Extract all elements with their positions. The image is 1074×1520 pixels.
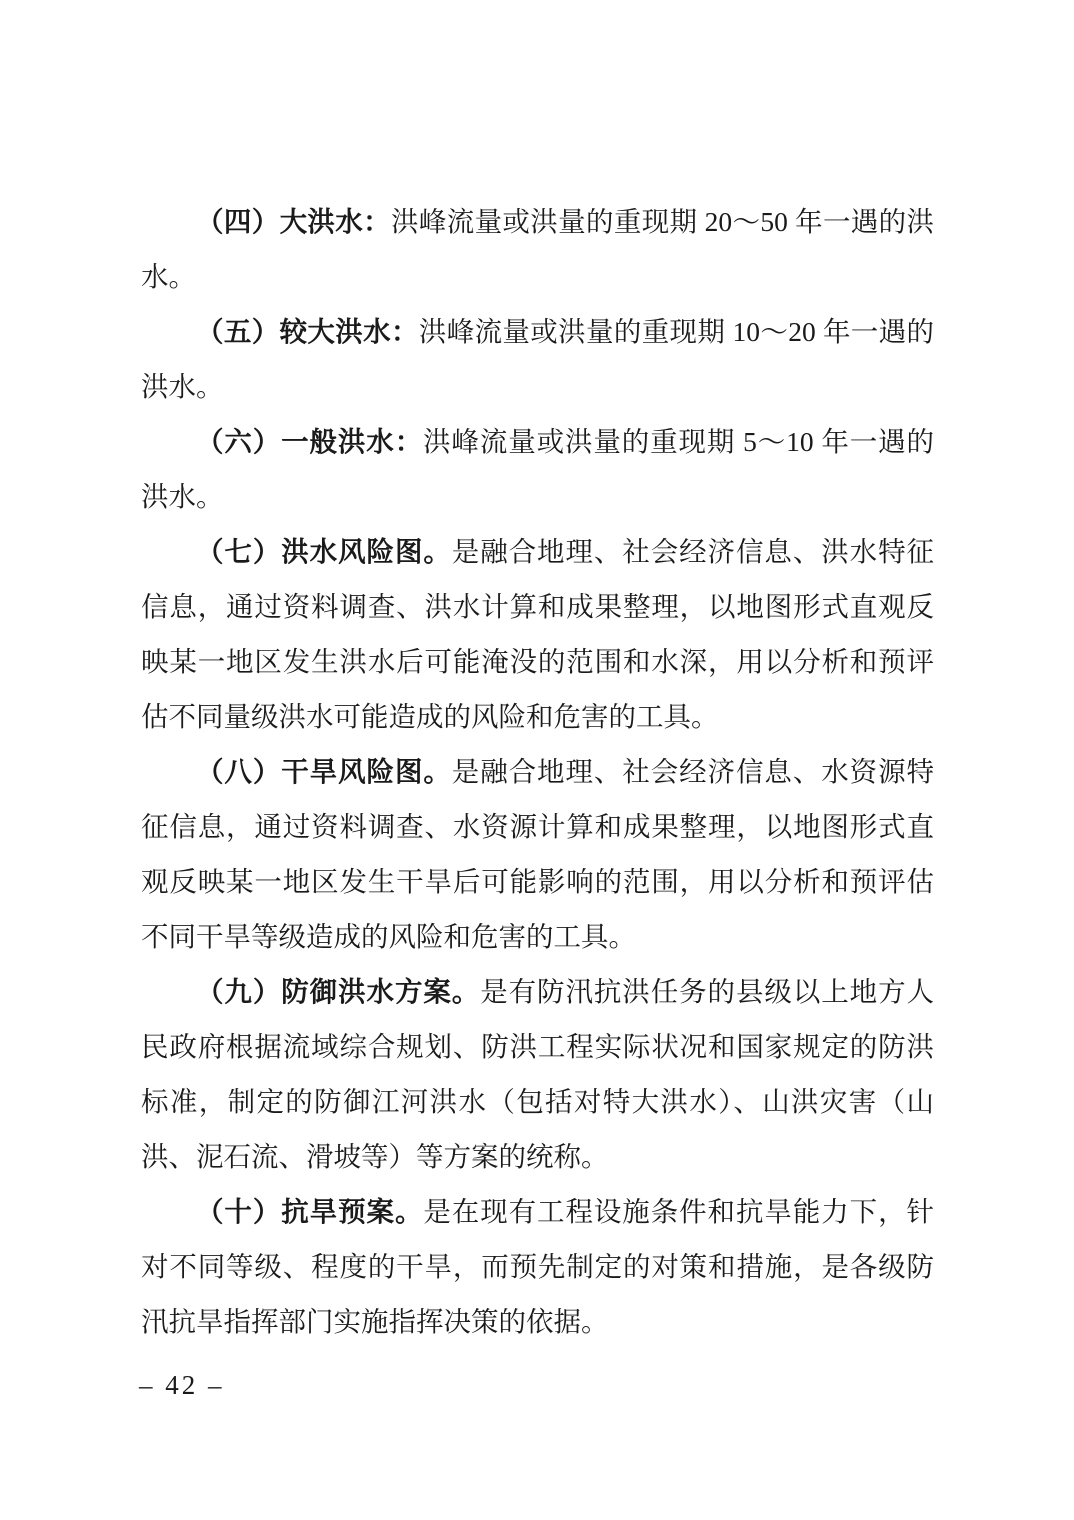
definition-body: 是融合地理、社会经济信息、水资源特征信息，通过资料调查、水资源计算和成果整理，以地图形式直观反映某一地区发生干旱后可能影响的范围，用以分析和预评估不同干旱等级造成的风险和危害的工具。: [141, 756, 934, 952]
definition-body: 洪峰流量或洪量的重现期 5～10 年一遇的洪水。: [141, 426, 934, 512]
def-fairly-major-flood: [141, 304, 934, 414]
page-number: – 42 –: [139, 1370, 225, 1400]
definition-body: 是融合地理、社会经济信息、洪水特征信息，通过资料调查、洪水计算和成果整理，以地图形式直观反映某一地区发生洪水后可能淹没的范围和水深，用以分析和预评估不同量级洪水可能造成的风险和危害的工具。: [141, 536, 934, 732]
definition-term: （七）洪水风险图。: [196, 536, 452, 567]
definition-body: 洪峰流量或洪量的重现期 20～50 年一遇的洪水。: [141, 206, 935, 292]
def-drought-relief-plan: [141, 1184, 934, 1349]
definition-term: （十）抗旱预案。: [196, 1196, 424, 1227]
def-flood-risk-map: [141, 524, 934, 744]
definition-body: 是在现有工程设施条件和抗旱能力下，针对不同等级、程度的干旱，而预先制定的对策和措施，是各级防汛抗旱指挥部门实施指挥决策的依据。: [141, 1196, 934, 1337]
document-body: [141, 194, 934, 1349]
definition-term: （四）大洪水：: [196, 206, 391, 237]
definition-term: （八）干旱风险图。: [196, 756, 452, 787]
definition-term: （五）较大洪水：: [196, 316, 419, 347]
definition-body: 是有防汛抗洪任务的县级以上地方人民政府根据流域综合规划、防洪工程实际状况和国家规定的防洪标准，制定的防御江河洪水（包括对特大洪水）、山洪灾害（山洪、泥石流、滑坡等）等方案的统称。: [141, 976, 935, 1172]
definition-term: （九）防御洪水方案。: [196, 976, 481, 1007]
definition-body: 洪峰流量或洪量的重现期 10～20 年一遇的洪水。: [141, 316, 935, 402]
def-major-flood: [141, 194, 934, 304]
def-general-flood: [141, 414, 934, 524]
def-flood-defense-plan: [141, 964, 934, 1184]
definition-term: （六）一般洪水：: [196, 426, 424, 457]
def-drought-risk-map: [141, 744, 934, 964]
